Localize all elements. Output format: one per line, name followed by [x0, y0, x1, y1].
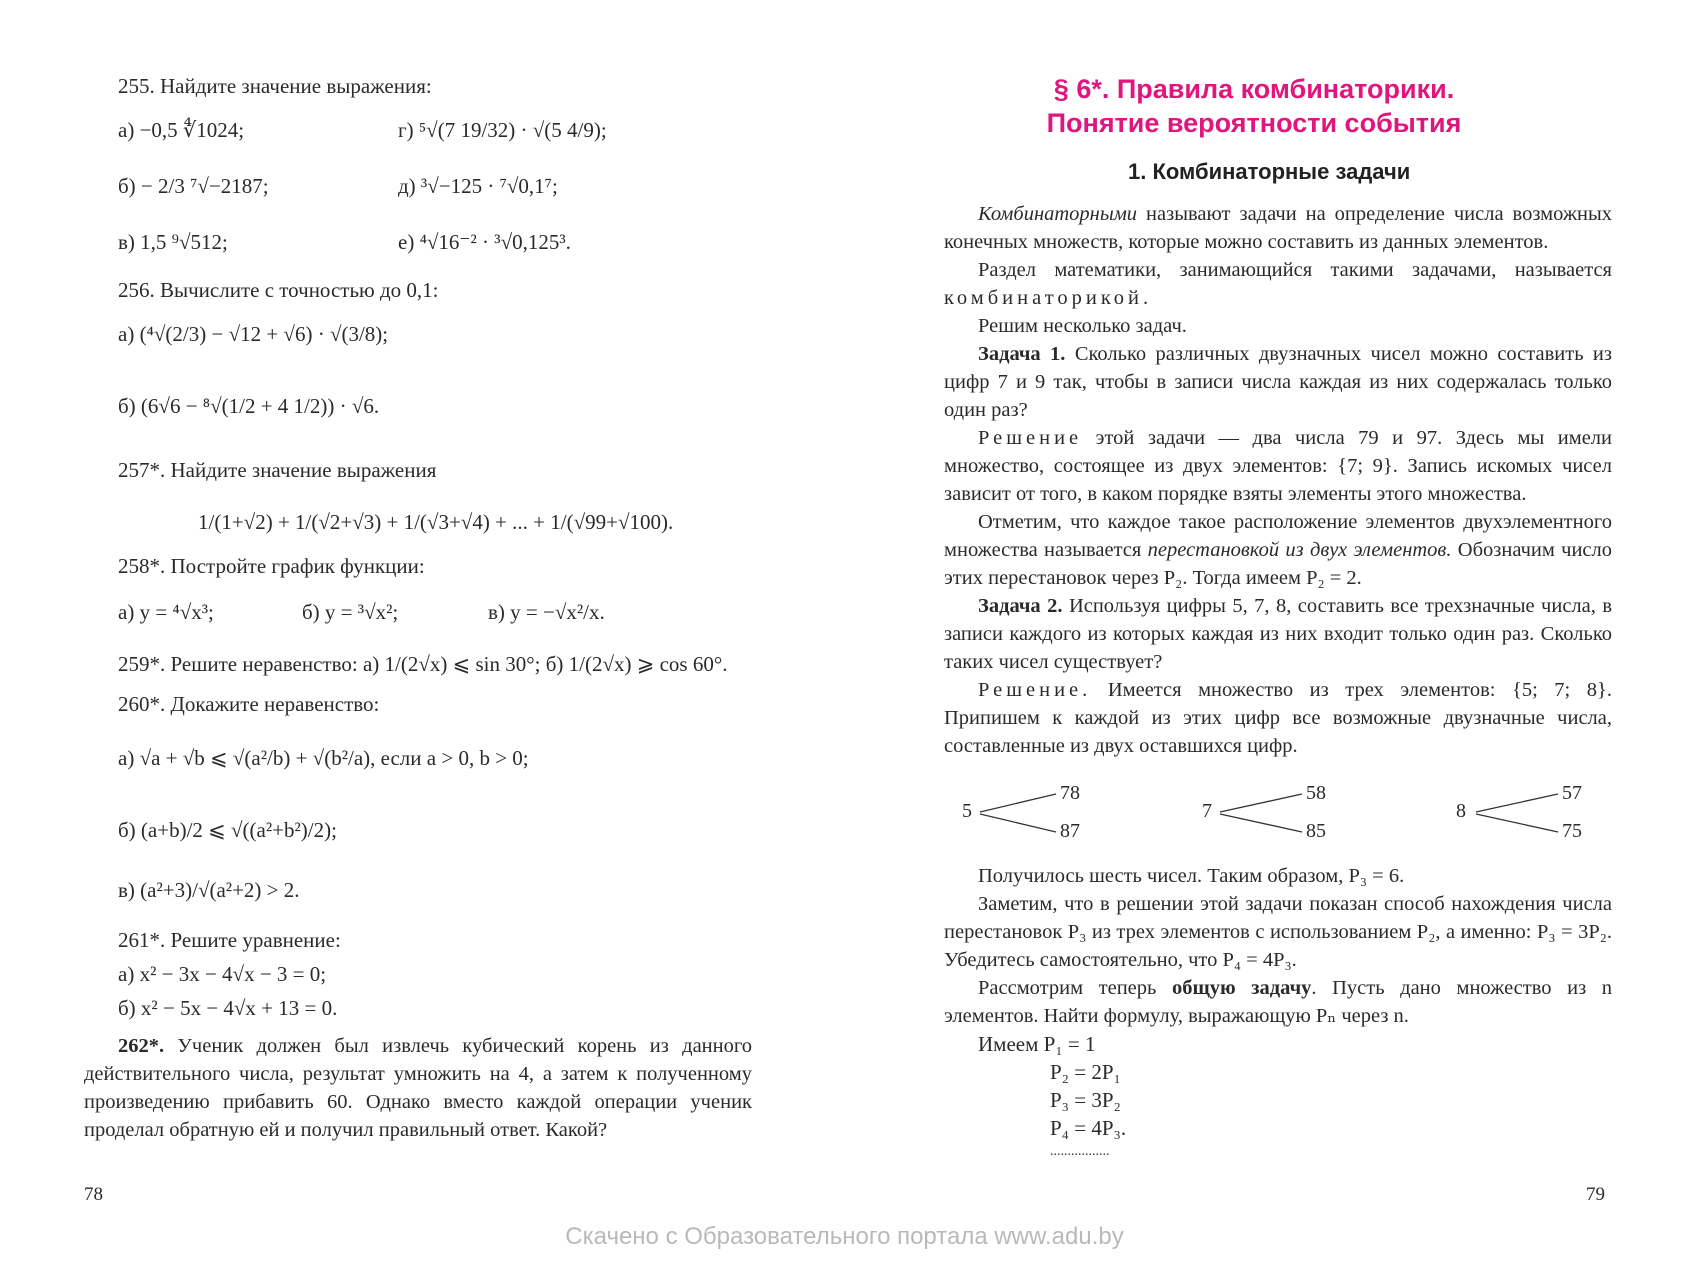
term-permutation: перестановкой из двух элементов. [1147, 539, 1452, 561]
tree-1-branches [978, 790, 1058, 836]
task-1-text: Сколько различных двузначных чисел можно составить из цифр 7 и 9 так, чтобы в записи числа каждая из них содержалась только один раз? [944, 343, 1612, 421]
task-2-text: Используя цифры 5, 7, 8, составить все трехзначные числа, в записи каждого из которых каждая из них входит только один раз. Сколько таких чисел существует? [944, 595, 1613, 673]
paragraph-six-numbers: Получилось шесть чисел. Таким образом, P₃ = 6. [978, 865, 1405, 887]
problem-256-item-b: б) (6√6 − ⁸√(1/2 + 4 1/2)) · √6. [118, 394, 380, 418]
tree-3-root: 8 [1456, 800, 1466, 822]
problem-255-item-d: д) ³√−125 · ⁷√0,1⁷; [398, 174, 558, 198]
paragraph-definition-text: называют задачи на определение числа возможных конечных множеств, которые можно составить из данных элементов. [944, 203, 1612, 253]
problem-255-item-v: в) 1,5 ⁹√512; [118, 230, 228, 254]
problem-256-item-a: а) (⁴√(2/3) − √12 + √6) · √(3/8); [118, 322, 389, 346]
section-title [904, 72, 1604, 140]
paragraph-permutation-text-a: Отметим, что каждое такое расположение элементов двухэлементного множества называется [944, 511, 1612, 561]
section-title-line-1: § 6*. Правила комбинаторики. [1053, 74, 1455, 104]
watermark: Скачено с Образовательного портала www.adu.by [565, 1223, 1124, 1250]
problem-262-number: 262*. [118, 1035, 165, 1057]
paragraph-definition [944, 200, 1612, 256]
task-1 [944, 340, 1612, 424]
right-page [844, 0, 1689, 1268]
problem-261-item-b: б) x² − 5x − 4√x + 13 = 0. [118, 996, 338, 1020]
formula-ellipsis: ................. [1050, 1144, 1110, 1159]
term-combinatorial: Комбинаторными [978, 203, 1138, 225]
problem-257-title: 257*. Найдите значение выражения [118, 458, 437, 482]
tree-1-top: 78 [1060, 782, 1080, 804]
paragraph-permutation-text-b: Обозначим число этих перестановок через P₂. Тогда имеем P₂ = 2. [944, 539, 1613, 589]
problem-260-item-a: а) √a + √b ⩽ √(a²/b) + √(b²/a), если a > 0, b > 0; [118, 746, 529, 770]
paragraph-general-task-a: Рассмотрим теперь [978, 977, 1157, 999]
tree-2-branches [1218, 790, 1304, 836]
section-title-line-2: Понятие вероятности события [1046, 108, 1462, 138]
paragraph-permutation [944, 508, 1612, 592]
problem-258-title: 258*. Постройте график функции: [118, 554, 425, 578]
problem-258-item-b: б) y = ³√x²; [302, 600, 399, 624]
problem-262 [84, 1032, 752, 1144]
tree-1-bottom: 87 [1060, 820, 1080, 842]
solution-1 [944, 424, 1612, 508]
problem-258-item-v: в) y = −√x²/x. [488, 600, 605, 624]
problem-255-item-e: е) ⁴√16⁻² · ³√0,125³. [398, 230, 571, 254]
problem-260-item-v: в) (a²+3)/√(a²+2) > 2. [118, 878, 300, 902]
solution-2 [944, 676, 1612, 760]
problem-262-text: Ученик должен был извлечь кубический корень из данного действительного числа, результат умножить на 4, а затем к полученному произведению прибавить 60. Однако вместо каждой операции ученик проделал обратную ей и получил правильный ответ. Какой? [84, 1035, 753, 1141]
paragraph-combinatorics-text: Раздел математики, занимающийся такими задачами, называется [978, 259, 1612, 281]
term-combinatorics: комбинаторикой. [944, 287, 1153, 309]
problem-261-title: 261*. Решите уравнение: [118, 928, 341, 952]
term-general-task: общую задачу [1171, 977, 1312, 999]
formula-p3: P₃ = 3P₂ [1050, 1088, 1121, 1112]
problem-257-expression: 1/(1+√2) + 1/(√2+√3) + 1/(√3+√4) + ... + 1/(√99+√100). [198, 510, 674, 534]
solution-1-label: Решение [978, 427, 1083, 449]
page-number-left: 78 [84, 1184, 103, 1205]
task-1-label: Задача 1. [978, 343, 1066, 365]
problem-255-item-a: а) −0,5 ∜1024; [118, 118, 245, 142]
problem-255-title: 255. Найдите значение выражения: [118, 74, 432, 98]
tree-3-branches [1474, 790, 1560, 836]
paragraph-recurrence: Заметим, что в решении этой задачи показан способ нахождения числа перестановок P₃ из трех элементов с использованием P₂, а именно: P₃ = 3P₂. Убедитесь самостоятельно, что P₄ = 4P₃. [944, 893, 1612, 971]
subsection-title: 1. Комбинаторные задачи [1128, 159, 1411, 184]
formula-p2: P₂ = 2P₁ [1050, 1060, 1121, 1084]
problem-260-title: 260*. Докажите неравенство: [118, 692, 380, 716]
formula-p4: P₄ = 4P₃. [1050, 1116, 1127, 1140]
problem-261-item-a: а) x² − 3x − 4√x − 3 = 0; [118, 962, 327, 986]
tree-2-root: 7 [1202, 800, 1212, 822]
paragraph-combinatorics [944, 256, 1612, 312]
tree-2-bottom: 85 [1306, 820, 1326, 842]
task-2 [944, 592, 1612, 676]
problem-255-item-g: г) ⁵√(7 19/32) · √(5 4/9); [398, 118, 607, 142]
page-number-right: 79 [1586, 1184, 1605, 1205]
problem-256-title: 256. Вычислите с точностью до 0,1: [118, 278, 439, 302]
task-2-label: Задача 2. [978, 595, 1063, 617]
problem-258-item-a: а) y = ⁴√x³; [118, 600, 214, 624]
left-page [0, 0, 844, 1268]
solution-1-text: этой задачи — два числа 79 и 97. Здесь мы имели множество, состоящее из двух элементов: {7; 9}. Запись искомых чисел зависит от того, в каком порядке взяты элементы этого множества. [944, 427, 1612, 505]
solution-2-label: Решение. [978, 679, 1092, 701]
tree-2-top: 58 [1306, 782, 1326, 804]
problem-260-item-b: б) (a+b)/2 ⩽ √((a²+b²)/2); [118, 818, 337, 842]
solution-2-text: Имеется множество из трех элементов: {5; 7; 8}. Припишем к каждой из этих цифр все возможные двузначные числа, составленные из двух оставшихся цифр. [944, 679, 1612, 757]
paragraph-solve: Решим несколько задач. [978, 315, 1187, 337]
problem-255-item-b: б) − 2/3 ⁷√−2187; [118, 174, 269, 198]
tree-1-root: 5 [962, 800, 972, 822]
problem-259: 259*. Решите неравенство: а) 1/(2√x) ⩽ sin 30°; б) 1/(2√x) ⩾ cos 60°. [118, 652, 728, 676]
formula-p1: Имеем P₁ = 1 [978, 1032, 1096, 1056]
paragraph-general-task [944, 974, 1612, 1030]
tree-3-bottom: 75 [1562, 820, 1582, 842]
tree-3-top: 57 [1562, 782, 1582, 804]
paragraph-general-task-b: . Пусть дано множество из n элементов. Найти формулу, выражающую Pₙ через n. [944, 977, 1613, 1027]
